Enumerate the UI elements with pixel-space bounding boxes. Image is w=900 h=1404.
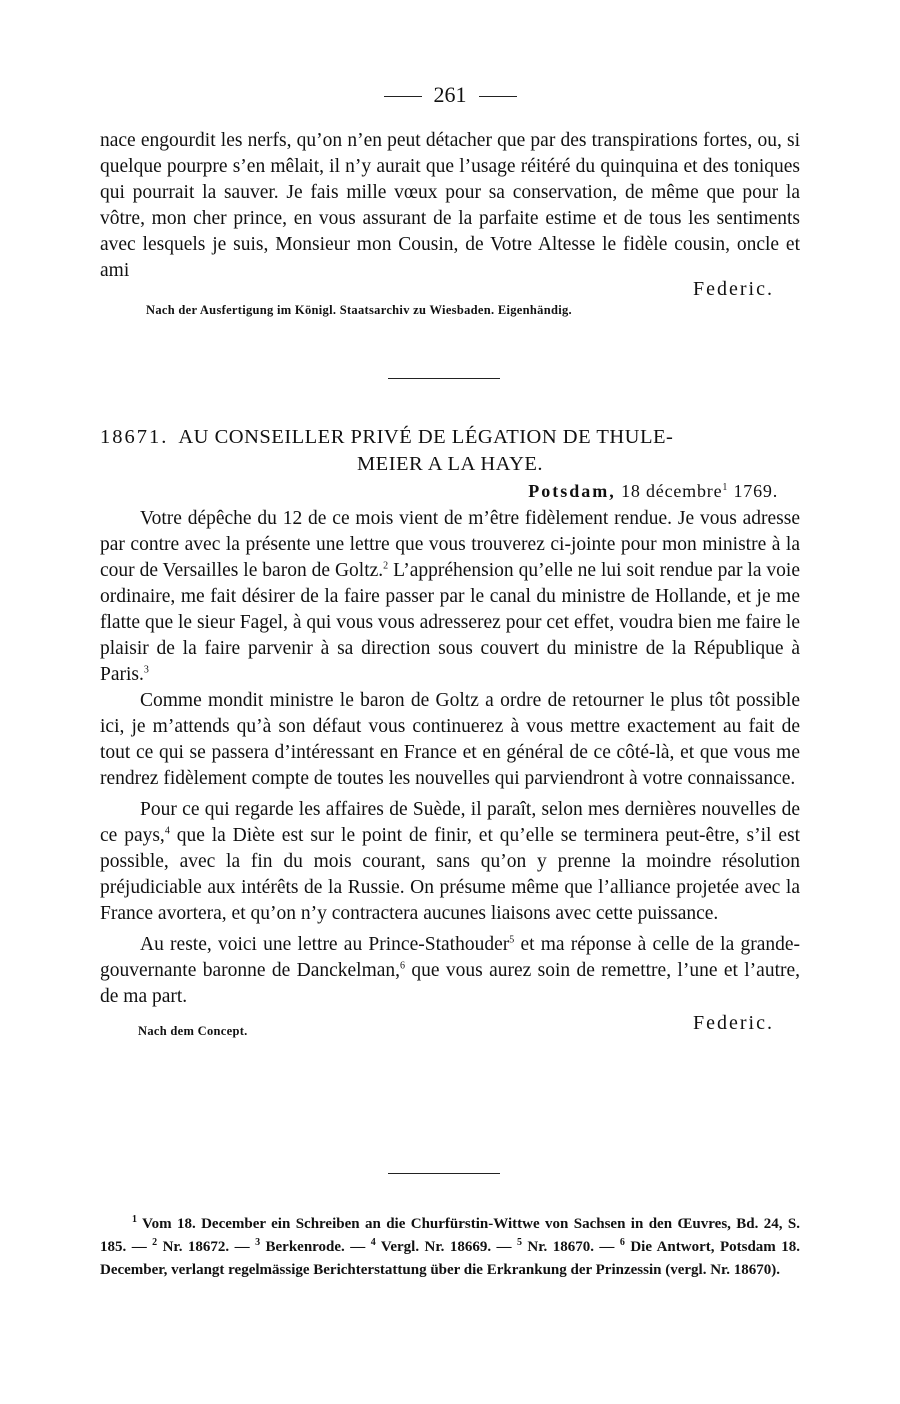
footnote-marker-5: 5 — [509, 934, 515, 946]
letter-place: Potsdam, — [528, 481, 616, 501]
footnote-3-marker: 3 — [255, 1237, 261, 1248]
letter-paragraph-4-text: Au reste, voici une lettre au Prince-Stathouder — [140, 934, 510, 955]
section-divider-bottom — [388, 1173, 500, 1174]
letter-date: 18 décembre — [621, 481, 723, 501]
letter-paragraph-3 — [100, 797, 800, 927]
letter-paragraph-4-middle: et ma réponse à celle de la grande-gouvernante baronne de Danckelman, — [100, 934, 800, 981]
letter-source-note: Nach dem Concept. — [138, 1024, 248, 1038]
letter-number: 18671. — [100, 426, 169, 448]
footnote-marker-1: 1 — [722, 482, 729, 493]
letter-closing — [100, 1012, 800, 1042]
page-header — [0, 82, 900, 108]
letter-title-line2: MEIER A LA HAYE. — [356, 453, 544, 475]
letter-paragraph-1-continuation: L’appréhension qu’elle ne lui soit rendue par la voie ordinaire, me fait désirer de la faire passer par le canal du ministre de Hollande, et je me flatte que le sieur Fagel, à qui vous vous adresserez pour cet effet, voudra bien me faire le plaisir de la faire parvenir à sa direction sous couvert du ministre de la République à Paris. — [100, 560, 800, 685]
letter-paragraph-3-continuation: que la Diète est sur le point de finir, et qu’elle se terminera peut-être, s’il est possible, avec la fin du mois courant, sans qu’on y prenne la moindre résolution préjudiciable aux intérêts de la Russie. On présume même que l’alliance projetée avec la France avortera, et qu’on n’y contractera aucunes liaisons avec cette puissance. — [100, 825, 800, 924]
header-dash-right — [479, 96, 517, 97]
letter-year: 1769. — [733, 481, 778, 501]
footnote-marker-2: 2 — [383, 560, 389, 572]
letter-paragraph-1 — [100, 506, 800, 688]
footnote-4: Vergl. Nr. 18669. — — [375, 1239, 517, 1255]
footnote-1-marker: 1 — [132, 1214, 137, 1225]
footnote-4-marker: 4 — [370, 1237, 376, 1248]
footnote-marker-3: 3 — [143, 664, 149, 676]
letter-title-line1: AU CONSEILLER PRIVÉ DE LÉGATION DE THULE- — [178, 426, 674, 448]
letter-block — [100, 424, 800, 1042]
letter-paragraph-3-text: Pour ce qui regarde les affaires de Suède, il paraît, selon mes dernières nouvelles de ce pays, — [100, 799, 800, 846]
footnotes — [100, 1213, 800, 1282]
footnote-5-marker: 5 — [516, 1237, 522, 1248]
footnote-paragraph — [100, 1213, 800, 1282]
header-dash-left — [384, 96, 422, 97]
section-divider-top — [388, 378, 500, 379]
page-number: 261 — [433, 82, 467, 107]
footnote-5: Nr. 18670. — — [521, 1239, 620, 1255]
letter-paragraph-2: Comme mondit ministre le baron de Goltz a ordre de retourner le plus tôt possible ici, je m’attends qu’à son défaut vous continuerez à vous mettre exactement au fait de tout ce qui se passera d’intéressant en France et en général de ce côté-là, et que vous me rendrez fidèlement compte de toutes les nouvelles qui parviendront à votre connaissance. — [100, 690, 800, 789]
footnote-6-marker: 6 — [619, 1237, 625, 1248]
letter-paragraph-1-text: Votre dépêche du 12 de ce mois vient de m’être fidèlement rendue. Je vous adresse par contre avec la présente une lettre que vous trouverez ci-jointe pour mon ministre à la cour de Versailles le baron de Goltz. — [100, 508, 800, 581]
footnote-marker-4: 4 — [164, 825, 170, 837]
continuation-paragraph: nace engourdit les nerfs, qu’on n’en peut détacher que par des transpirations fortes, ou, si quelque pourpre s’en mêlait, il n’y aurait que l’usage réitéré du quinquina et des toniques qui pourrait la sauver. Je fais mille vœux pour sa conservation, de même que pour la vôtre, mon cher prince, en vous assurant de la parfaite estime et de tous les sentiments avec lesquels je suis, Monsieur mon Cousin, de Votre Altesse le fidèle cousin, oncle et ami — [100, 130, 800, 281]
letter-paragraph-4 — [100, 932, 800, 1010]
letter-dateline — [100, 481, 800, 502]
letter-title — [100, 424, 800, 478]
letter-paragraph-4-end: que vous aurez soin de remettre, l’une et l’autre, de ma part. — [100, 960, 801, 1007]
footnote-3: Berkenrode. — — [260, 1239, 371, 1255]
footnote-1: Vom 18. December ein Schreiben an die Churfürstin-Wittwe von Sachsen in den Œuvres, Bd. 24, S. 185. — — [100, 1216, 800, 1255]
footnote-marker-6: 6 — [400, 960, 406, 972]
continuation-signature: Federic. — [693, 278, 774, 300]
continuation-block — [100, 128, 800, 318]
footnote-6: Die Antwort, Potsdam 18. December, verlangt regelmässige Berichterstattung über die Erkrankung der Prinzessin (vergl. Nr. 18670). — [100, 1239, 800, 1278]
footnote-2: Nr. 18672. — — [157, 1239, 256, 1255]
continuation-source-note: Nach der Ausfertigung im Königl. Staatsarchiv zu Wiesbaden. Eigenhändig. — [146, 303, 572, 317]
footnote-2-marker: 2 — [152, 1237, 158, 1248]
letter-signature: Federic. — [693, 1012, 774, 1034]
